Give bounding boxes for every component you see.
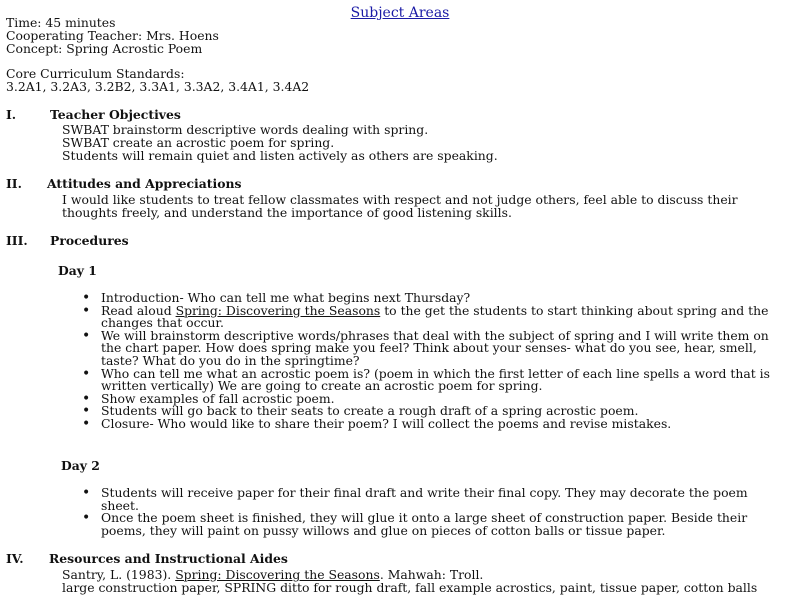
section-num-attitudes: II. (6, 176, 22, 191)
day2-title: Day 2 (61, 458, 100, 473)
day1-title: Day 1 (58, 263, 97, 278)
list-item: • Who can tell me what an acrostic poem is? (poem in which the first letter of each line spells a word that is written vertically) We are going to create an acrostic poem for spring. (82, 368, 770, 393)
list-item: • Once the poem sheet is finished, they will glue it onto a large sheet of construction paper. Beside their poems, they will paint on pussy willows and glue on pieces of cotton balls or tissue paper. (82, 512, 748, 537)
section-num-resources: IV. (6, 551, 24, 566)
book-title: Spring: Discovering the Seasons (175, 302, 381, 318)
teacher-text: Cooperating Teacher: Mrs. Hoens (6, 28, 219, 43)
day1-list (82, 292, 770, 431)
day2-list (82, 487, 748, 537)
list-item: • Introduction- Who can tell me what begins next Thursday? (82, 292, 770, 305)
list-item: • Read aloud Spring: Discovering the Seasons to the get the students to start thinking about spring and the changes that occur. (82, 305, 770, 330)
objective-line: SWBAT brainstorm descriptive words dealing with spring. (62, 122, 429, 137)
section-num-objectives: I. (6, 107, 17, 122)
time-text: Time: 45 minutes (6, 15, 116, 30)
attitudes-line: thoughts freely, and understand the importance of good listening skills. (62, 205, 512, 220)
attitudes-line: I would like students to treat fellow classmates with respect and not judge others, feel able to discuss their (62, 192, 738, 207)
citation: Santry, L. (1983). Spring: Discovering the Seasons. Mahwah: Troll. (62, 567, 484, 582)
section-title-attitudes: Attitudes and Appreciations (47, 176, 242, 191)
section-title-resources: Resources and Instructional Aides (49, 551, 288, 566)
section-title-procedures: Procedures (50, 233, 129, 248)
list-item: • Closure- Who would like to share their poem? I will collect the poems and revise mistakes. (82, 418, 770, 431)
section-title-objectives: Teacher Objectives (50, 107, 181, 122)
list-item: • Show examples of fall acrostic poem. (82, 393, 770, 406)
subject-areas-link[interactable]: Subject Areas (350, 5, 450, 21)
concept-text: Concept: Spring Acrostic Poem (6, 41, 203, 56)
book-title: Spring: Discovering the Seasons (175, 567, 380, 582)
materials-line: large construction paper, SPRING ditto for rough draft, fall example acrostics, paint, tissue paper, cotton balls (62, 580, 758, 595)
section-num-procedures: III. (6, 233, 28, 248)
list-item: • Students will receive paper for their final draft and write their final copy. They may decorate the poem sheet. (82, 487, 748, 512)
objective-line: Students will remain quiet and listen actively as others are speaking. (62, 148, 498, 163)
list-item: • Students will go back to their seats to create a rough draft of a spring acrostic poem. (82, 405, 770, 418)
list-item: • We will brainstorm descriptive words/phrases that deal with the subject of spring and I will write them on the chart paper. How does spring make you feel? Think about your senses- what do you see, hear, smell, taste? What do you do in the springtime? (82, 330, 770, 368)
objective-line: SWBAT create an acrostic poem for spring. (62, 135, 335, 150)
subject-areas-link-container (0, 5, 800, 21)
standards-label: Core Curriculum Standards: (6, 66, 185, 81)
standards-list: 3.2A1, 3.2A3, 3.2B2, 3.3A1, 3.3A2, 3.4A1, 3.4A2 (6, 79, 310, 94)
